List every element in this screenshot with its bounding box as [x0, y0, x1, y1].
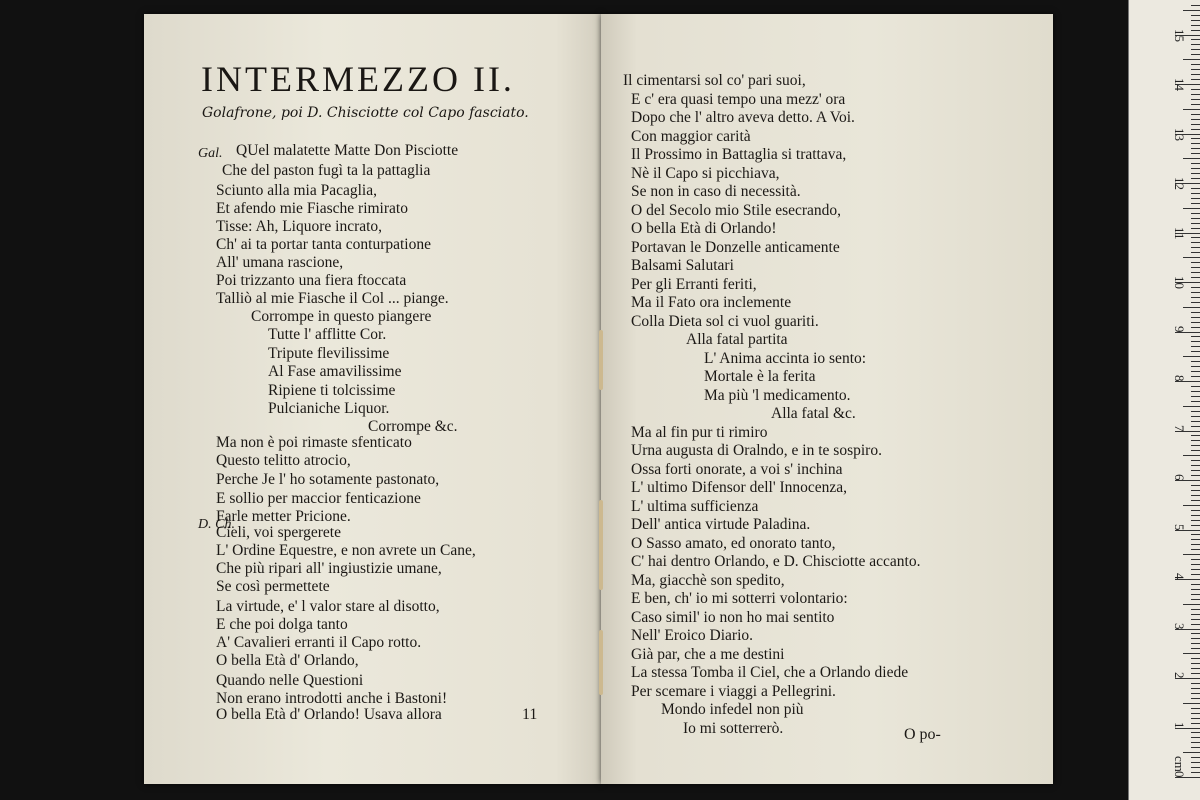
ruler-tick — [1191, 30, 1200, 31]
ruler-tick — [1191, 683, 1200, 684]
ruler-tick — [1191, 470, 1200, 471]
ruler-tick — [1191, 272, 1200, 273]
speaker-label: D. Ch. — [198, 517, 235, 532]
ruler-tick — [1191, 485, 1200, 486]
text-line: La virtude, e' l valor stare al disotto, — [216, 598, 440, 615]
ruler-number: 3 — [1172, 622, 1187, 629]
ruler-tick — [1191, 426, 1200, 427]
ruler-tick — [1183, 406, 1200, 407]
ruler-number: 9 — [1172, 325, 1187, 332]
ruler-tick — [1191, 732, 1200, 733]
ruler-tick — [1191, 228, 1200, 229]
ruler-tick — [1191, 247, 1200, 248]
catchword: O po- — [904, 726, 941, 743]
text-line: Urna augusta di Oralndo, e in te sospiro. — [631, 442, 882, 459]
ruler-tick — [1183, 208, 1200, 209]
ruler-number: 7 — [1172, 424, 1187, 431]
ruler-tick — [1191, 366, 1200, 367]
ruler-tick — [1191, 450, 1200, 451]
ruler-tick — [1191, 94, 1200, 95]
ruler-tick — [1191, 500, 1200, 501]
ruler-tick — [1191, 564, 1200, 565]
text-line: E che poi dolga tanto — [216, 616, 348, 633]
ruler-tick — [1191, 386, 1200, 387]
ruler-tick — [1191, 168, 1200, 169]
text-line: Poi trizzanto una fiera ftoccata — [216, 272, 407, 289]
text-line: Tutte l' afflitte Cor. — [268, 326, 387, 343]
ruler-tick — [1191, 336, 1200, 337]
ruler-tick — [1191, 322, 1200, 323]
ruler-number: 10 — [1172, 276, 1187, 289]
ruler-tick — [1191, 723, 1200, 724]
ruler-tick — [1191, 312, 1200, 313]
right-page — [601, 14, 1053, 784]
text-line: A' Cavalieri erranti il Capo rotto. — [216, 634, 422, 651]
ruler-tick — [1183, 752, 1200, 753]
ruler-tick — [1183, 307, 1200, 308]
text-line: Ripiene ti tolcissime — [268, 382, 396, 399]
ruler-tick — [1191, 435, 1200, 436]
ruler-tick — [1191, 15, 1200, 16]
ruler-tick — [1191, 549, 1200, 550]
text-line: Io mi sotterrerò. — [683, 719, 784, 737]
text-line: Alla fatal partita — [686, 331, 788, 348]
ruler-tick — [1191, 737, 1200, 738]
text-line: L' Ordine Equestre, e non avrete un Cane, — [216, 542, 476, 559]
ruler-number: 15 — [1172, 28, 1187, 42]
text-line: Tripute flevilissime — [268, 345, 390, 362]
ruler-tick — [1191, 757, 1200, 758]
text-line: Se così permettete — [216, 578, 330, 595]
ruler-tick — [1191, 287, 1200, 288]
ruler-tick — [1191, 391, 1200, 392]
ruler-tick — [1191, 609, 1200, 610]
ruler-tick — [1191, 698, 1200, 699]
ruler-tick — [1191, 510, 1200, 511]
text-line: La stessa Tomba il Ciel, che a Orlando diede — [631, 664, 909, 681]
text-line: Per gli Erranti feriti, — [631, 275, 757, 293]
ruler-tick — [1191, 460, 1200, 461]
text-line: C' hai dentro Orlando, e D. Chisciotte accanto. — [631, 553, 921, 570]
ruler-tick — [1191, 371, 1200, 372]
ruler-tick — [1191, 673, 1200, 674]
ruler-number: 0 — [1172, 771, 1187, 778]
ruler-tick — [1191, 440, 1200, 441]
text-line: Questo telitto atrocio, — [216, 452, 351, 469]
ruler-tick — [1183, 604, 1200, 605]
ruler-tick — [1191, 178, 1200, 179]
ruler-number: 11 — [1172, 226, 1187, 240]
text-line: Tisse: Ah, Liquore incrato, — [216, 218, 383, 235]
text-line: Colla Dieta sol ci vuol guariti. — [631, 312, 819, 330]
ruler-tick — [1191, 747, 1200, 748]
ruler-tick — [1191, 193, 1200, 194]
ruler-tick — [1191, 633, 1200, 634]
text-line: Portavan le Donzelle anticamente — [631, 238, 840, 256]
ruler-tick — [1191, 99, 1200, 100]
ruler-tick — [1191, 327, 1200, 328]
page-subtitle: Golafrone, poi D. Chisciotte col Capo fasciato. — [202, 105, 529, 121]
ruler-tick — [1191, 559, 1200, 560]
ruler-number: 12 — [1172, 177, 1187, 190]
ruler-tick — [1191, 153, 1200, 154]
ruler-tick — [1191, 129, 1200, 130]
ruler-tick — [1191, 143, 1200, 144]
page-number: 11 — [522, 706, 538, 723]
ruler-tick — [1191, 742, 1200, 743]
text-line: Sciunto alla mia Pacaglia, — [216, 182, 377, 199]
ruler-tick — [1191, 490, 1200, 491]
ruler-tick — [1191, 64, 1200, 65]
ruler-tick — [1191, 713, 1200, 714]
ruler-tick — [1191, 237, 1200, 238]
text-line: QUel malatette Matte Don Pisciotte — [236, 142, 459, 159]
ruler-tick — [1191, 668, 1200, 669]
ruler-tick — [1191, 411, 1200, 412]
text-line: Già par, che a me destini — [631, 645, 785, 663]
ruler-tick — [1191, 643, 1200, 644]
ruler-tick — [1191, 317, 1200, 318]
ruler-tick — [1191, 267, 1200, 268]
ruler-tick — [1191, 213, 1200, 214]
ruler-number: 13 — [1172, 127, 1187, 141]
text-line: O bella Età di Orlando! — [631, 220, 777, 237]
ruler-tick — [1191, 599, 1200, 600]
text-line: L' ultimo Difensor dell' Innocenza, — [631, 479, 848, 496]
text-line: Alla fatal &c. — [771, 405, 856, 422]
ruler-tick — [1191, 262, 1200, 263]
ruler-tick — [1191, 119, 1200, 120]
ruler-tick — [1191, 297, 1200, 298]
text-line: Ma più 'l medicamento. — [704, 386, 851, 404]
text-line: L' Anima accinta io sento: — [704, 349, 867, 367]
ruler-tick — [1191, 688, 1200, 689]
ruler-tick — [1191, 619, 1200, 620]
speaker-label: Gal. — [198, 146, 223, 161]
text-line: Con maggior carità — [631, 127, 751, 145]
ruler-tick — [1191, 663, 1200, 664]
text-line: Al Fase amavilissime — [268, 363, 402, 380]
text-line: Talliò al mie Fiasche il Col ... piange. — [216, 290, 449, 307]
text-line: Ma, giacchè son spedito, — [631, 571, 785, 589]
left-page — [144, 14, 601, 784]
text-line: Quando nelle Questioni — [216, 672, 364, 689]
ruler-tick — [1191, 594, 1200, 595]
text-line: L' ultima sufficienza — [631, 497, 759, 515]
text-line: E ben, ch' io mi sotterri volontario: — [631, 590, 848, 607]
text-line: Che del paston fugì ta la pattaglia — [222, 162, 431, 179]
text-line: Ch' ai ta portar tanta conturpatione — [216, 236, 431, 253]
ruler-tick — [1191, 445, 1200, 446]
ruler-tick — [1191, 69, 1200, 70]
ruler-tick — [1183, 59, 1200, 60]
ruler-tick — [1183, 158, 1200, 159]
ruler-tick — [1191, 648, 1200, 649]
ruler-tick — [1191, 475, 1200, 476]
text-line: Nè il Capo si picchiava, — [631, 164, 780, 182]
ruler-number: 14 — [1172, 78, 1187, 91]
ruler-tick — [1191, 79, 1200, 80]
ruler-tick — [1191, 292, 1200, 293]
text-line: O bella Età d' Orlando, — [216, 652, 359, 669]
ruler-tick — [1183, 703, 1200, 704]
ruler-tick — [1191, 767, 1200, 768]
ruler-tick — [1191, 25, 1200, 26]
ruler-tick — [1191, 525, 1200, 526]
ruler-tick — [1183, 356, 1200, 357]
ruler-tick — [1191, 693, 1200, 694]
ruler-tick — [1191, 104, 1200, 105]
text-line: O del Secolo mio Stile esecrando, — [631, 201, 842, 219]
text-line: Se non in caso di necessità. — [631, 183, 801, 200]
ruler-tick — [1191, 401, 1200, 402]
text-line: Dell' antica virtude Paladina. — [631, 516, 811, 533]
ruler-tick — [1191, 114, 1200, 115]
text-line: Il cimentarsi sol co' pari suoi, — [623, 72, 806, 89]
ruler-tick — [1191, 495, 1200, 496]
text-line: Per scemare i viaggi a Pellegrini. — [631, 682, 836, 700]
text-line: Ma il Fato ora inclemente — [631, 294, 792, 311]
ruler-tick — [1191, 74, 1200, 75]
ruler-tick — [1191, 396, 1200, 397]
ruler-tick — [1191, 252, 1200, 253]
ruler-tick — [1191, 341, 1200, 342]
ruler-number: 8 — [1172, 375, 1187, 382]
measurement-ruler — [1128, 0, 1200, 800]
ruler-tick — [1191, 624, 1200, 625]
text-line: All' umana rascione, — [216, 254, 344, 271]
text-line: Mortale è la ferita — [704, 368, 816, 385]
ruler-tick — [1191, 198, 1200, 199]
text-line: Che più ripari all' ingiustizie umane, — [216, 560, 442, 577]
ruler-number: 2 — [1172, 672, 1187, 679]
text-line: Corrompe &c. — [368, 418, 458, 435]
text-line: O Sasso amato, ed onorato tanto, — [631, 534, 836, 552]
text-line: Ossa forti onorate, a voi s' inchina — [631, 460, 843, 478]
ruler-number: 5 — [1172, 523, 1187, 530]
ruler-tick — [1191, 658, 1200, 659]
ruler-tick — [1191, 351, 1200, 352]
ruler-tick — [1191, 302, 1200, 303]
ruler-tick — [1191, 44, 1200, 45]
text-line: Ma al fin pur ti rimiro — [631, 423, 768, 441]
ruler-tick — [1191, 762, 1200, 763]
text-line: O bella Età d' Orlando! Usava allora — [216, 706, 442, 723]
ruler-tick — [1191, 54, 1200, 55]
binding-thread — [596, 330, 608, 700]
ruler-tick — [1191, 124, 1200, 125]
text-line: Perche Je l' ho sotamente pastonato, — [216, 471, 440, 488]
ruler-tick — [1191, 416, 1200, 417]
ruler-number: 1 — [1172, 721, 1187, 728]
text-line: Corrompe in questo piangere — [251, 308, 432, 325]
ruler-tick — [1191, 49, 1200, 50]
text-line: E c' era quasi tempo una mezz' ora — [631, 90, 846, 108]
text-line: Balsami Salutari — [631, 257, 734, 274]
ruler-number: 4 — [1172, 573, 1187, 580]
ruler-tick — [1191, 534, 1200, 535]
ruler-tick — [1191, 638, 1200, 639]
ruler-tick — [1191, 544, 1200, 545]
text-line: Il Prossimo in Battaglia si trattava, — [631, 146, 847, 163]
ruler-tick — [1191, 421, 1200, 422]
ruler-tick — [1191, 574, 1200, 575]
ruler-tick — [1191, 346, 1200, 347]
ruler-tick — [1191, 223, 1200, 224]
ruler-tick — [1191, 5, 1200, 6]
ruler-tick — [1191, 539, 1200, 540]
ruler-unit: cm — [1172, 756, 1187, 772]
text-line: Farle metter Pricione. — [216, 508, 351, 525]
ruler-tick — [1191, 138, 1200, 139]
ruler-tick — [1183, 505, 1200, 506]
ruler-tick — [1183, 653, 1200, 654]
ruler-tick — [1191, 569, 1200, 570]
ruler-tick — [1191, 376, 1200, 377]
ruler-number: 6 — [1172, 474, 1187, 481]
text-line: E sollio per maccior fenticazione — [216, 490, 421, 507]
ruler-tick — [1191, 203, 1200, 204]
text-line: Et afendo mie Fiasche rimirato — [216, 200, 408, 217]
ruler-tick — [1191, 277, 1200, 278]
ruler-tick — [1191, 772, 1200, 773]
text-line: Dopo che l' altro aveva detto. A Voi. — [631, 109, 855, 126]
ruler-tick — [1191, 173, 1200, 174]
ruler-tick — [1191, 718, 1200, 719]
ruler-tick — [1183, 109, 1200, 110]
ruler-tick — [1191, 163, 1200, 164]
ruler-tick — [1183, 554, 1200, 555]
ruler-tick — [1183, 257, 1200, 258]
text-line: Caso simil' io non ho mai sentito — [631, 608, 835, 626]
text-line: Mondo infedel non più — [661, 701, 804, 718]
ruler-tick — [1191, 361, 1200, 362]
ruler-tick — [1191, 242, 1200, 243]
ruler-tick — [1191, 148, 1200, 149]
page-title: INTERMEZZO II. — [201, 59, 515, 99]
text-line: Pulcianiche Liquor. — [268, 400, 390, 417]
text-line: Nell' Eroico Diario. — [631, 627, 754, 644]
ruler-tick — [1183, 455, 1200, 456]
ruler-tick — [1191, 465, 1200, 466]
ruler-tick — [1191, 188, 1200, 189]
ruler-tick — [1183, 10, 1200, 11]
ruler-tick — [1191, 515, 1200, 516]
ruler-tick — [1191, 614, 1200, 615]
ruler-tick — [1191, 584, 1200, 585]
text-line: Non erano introdotti anche i Bastoni! — [216, 690, 448, 707]
ruler-tick — [1191, 708, 1200, 709]
ruler-tick — [1191, 39, 1200, 40]
ruler-tick — [1191, 589, 1200, 590]
ruler-tick — [1191, 218, 1200, 219]
text-line: Ma non è poi rimaste sfenticato — [216, 434, 412, 451]
text-line: Cieli, voi spergerete — [216, 524, 341, 541]
ruler-tick — [1191, 520, 1200, 521]
ruler-tick — [1191, 20, 1200, 21]
ruler-tick — [1191, 89, 1200, 90]
